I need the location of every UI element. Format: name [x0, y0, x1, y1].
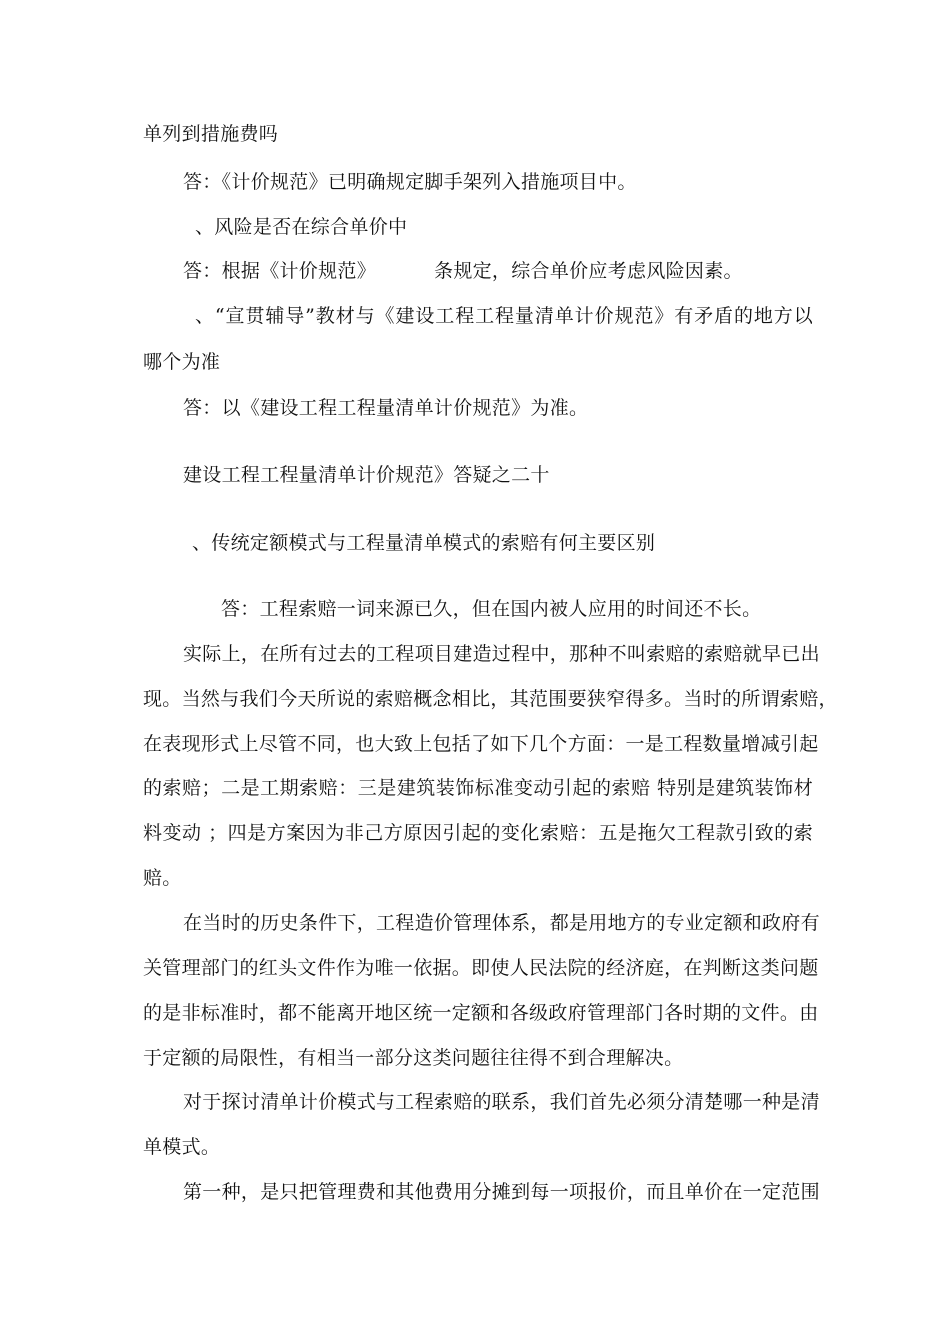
paragraph-line: 的是非标准时，都不能离开地区统一定额和各级政府管理部门各时期的文件。由	[143, 1002, 819, 1024]
question-heading: 、传统定额模式与工程量清单模式的索赔有何主要区别	[192, 532, 656, 554]
paragraph-line: 在当时的历史条件下，工程造价管理体系，都是用地方的专业定额和政府有	[183, 912, 820, 934]
paragraph-line: 关管理部门的红头文件作为唯一依据。即使人民法院的经济庭，在判断这类问题	[143, 957, 819, 979]
paragraph-line: 单列到措施费吗	[143, 123, 279, 145]
answer-line: 答：以《建设工程工程量清单计价规范》为准。	[183, 397, 589, 419]
paragraph-line: 第一种，是只把管理费和其他费用分摊到每一项报价，而且单价在一定范围	[183, 1181, 820, 1203]
answer-line	[183, 259, 853, 283]
paragraph-line: 于定额的局限性，有相当一部分这类问题往往得不到合理解决。	[143, 1047, 684, 1069]
question-heading: 、风险是否在综合单价中	[195, 216, 408, 238]
question-heading-continued: 哪个为准	[143, 351, 221, 373]
answer-line: 答：《计价规范》已明确规定脚手架列入措施项目中。	[183, 171, 637, 193]
answer-line: 答：工程索赔一词来源已久，但在国内被人应用的时间还不长。	[221, 598, 762, 620]
paragraph-line: 料变动 ；四是方案因为非己方原因引起的变化索赔：五是拖欠工程款引致的索	[143, 822, 813, 844]
question-heading: 、“宣贯辅导”教材与《建设工程工程量清单计价规范》有矛盾的地方以	[195, 305, 813, 327]
paragraph-line: 实际上，在所有过去的工程项目建造过程中，那种不叫索赔的索赔就早已出	[183, 643, 820, 665]
paragraph-line: 在表现形式上尽管不同，也大致上包括了如下几个方面：一是工程数量增减引起	[143, 733, 819, 755]
answer-text-part: 条规定，综合单价应考虑风险因素。	[434, 260, 743, 282]
paragraph-line: 现。当然与我们今天所说的索赔概念相比，其范围要狭窄得多。当时的所谓索赔，	[143, 688, 838, 710]
paragraph-line: 对于探讨清单计价模式与工程索赔的联系，我们首先必须分清楚哪一种是清	[183, 1091, 820, 1113]
section-title: 建设工程工程量清单计价规范》答疑之二十	[183, 464, 550, 486]
paragraph-line: 的索赔；二是工期索赔：三是建筑装饰标准变动引起的索赔 特别是建筑装饰材	[143, 777, 813, 799]
paragraph-line: 赔。	[143, 867, 182, 889]
paragraph-line: 单模式。	[143, 1136, 221, 1158]
answer-text-part: 答：根据《计价规范》	[183, 260, 377, 282]
